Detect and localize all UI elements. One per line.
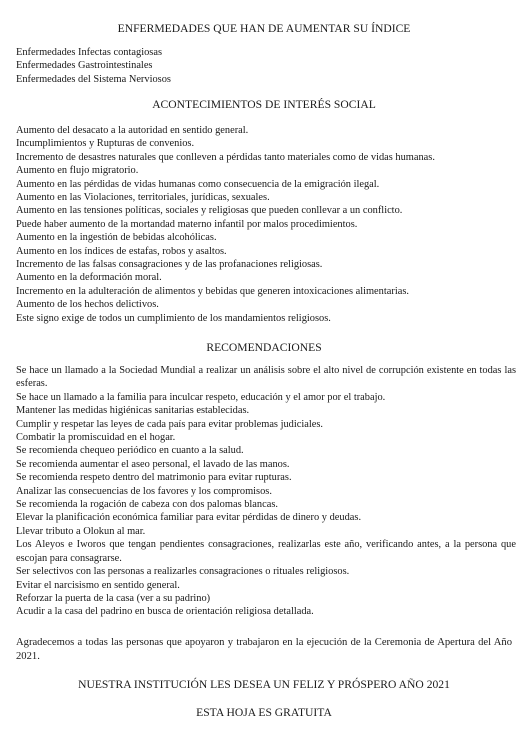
heading-diseases: ENFERMEDADES QUE HAN DE AUMENTAR SU ÍNDICE <box>117 22 411 35</box>
free-sheet-notice: ESTA HOJA ES GRATUITA <box>196 706 332 719</box>
list-item: Aumento en las pérdidas de vidas humanas como consecuencia de la emigración ilegal. <box>16 178 380 190</box>
list-item: Combatir la promiscuidad en el hogar. <box>16 432 176 444</box>
list-item: Reforzar la puerta de la casa (ver a su padrino) <box>16 592 211 604</box>
list-item: Cumplir y respetar las leyes de cada país para evitar problemas judiciales. <box>16 418 323 430</box>
list-item: Analizar las consecuencias de los favores y los compromisos. <box>16 485 272 497</box>
list-item: Incremento en la adulteración de alimentos y bebidas que generen intoxicaciones alimentarias. <box>16 285 409 297</box>
list-item: Los Aleyos e Iworos que tengan pendientes consagraciones, realizarlas este año, verificando antes, a la persona que escojan para consagrarse. <box>16 539 516 564</box>
closing-wish: NUESTRA INSTITUCIÓN LES DESEA UN FELIZ Y PRÓSPERO AÑO 2021 <box>78 678 450 691</box>
list-item: Incremento de desastres naturales que conlleven a pérdidas tanto materiales como de vidas humanas. <box>16 151 435 163</box>
list-item: Se recomienda aumentar el aseo personal, el lavado de las manos. <box>16 458 290 470</box>
list-item: Puede haber aumento de la mortandad materno infantil por malos procedimientos. <box>16 218 358 230</box>
list-item: Se recomienda respeto dentro del matrimonio para evitar rupturas. <box>16 472 292 484</box>
list-item: Enfermedades Infectas contagiosas <box>16 47 162 58</box>
acknowledgement-paragraph: Agradecemos a todas las personas que apoyaron y trabajaron en la ejecución de la Ceremonia de Apertura del Año 2021. <box>16 637 512 662</box>
list-item: Se hace un llamado a la Sociedad Mundial a realizar un análisis sobre el alto nivel de corrupción existente en todas las esferas. <box>16 365 516 390</box>
list-item: Se hace un llamado a la familia para inculcar respeto, educación y el amor por el trabajo. <box>16 391 386 403</box>
list-item: Se recomienda la rogación de cabeza con dos palomas blancas. <box>16 499 278 511</box>
events-list <box>16 124 516 325</box>
list-item: Ser selectivos con las personas a realizarles consagraciones o rituales religiosos. <box>16 566 350 578</box>
list-item: Llevar tributo a Olokun al mar. <box>16 525 146 537</box>
recommendations-list <box>16 364 516 619</box>
list-item: Se recomienda chequeo periódico en cuanto a la salud. <box>16 445 244 457</box>
list-item: Aumento del desacato a la autoridad en sentido general. <box>16 125 249 136</box>
list-item: Incremento de las falsas consagraciones y de las profanaciones religiosas. <box>16 259 323 271</box>
list-item: Mantener las medidas higiénicas sanitarias establecidas. <box>16 405 250 417</box>
list-item: Elevar la planificación económica familiar para evitar pérdidas de dinero y deudas. <box>16 512 362 524</box>
list-item: Aumento en las Violaciones, territoriales, jurídicas, sexuales. <box>16 192 270 204</box>
list-item: Aumento de los hechos delictivos. <box>16 299 159 311</box>
list-item: Enfermedades del Sistema Nerviosos <box>16 73 171 85</box>
list-item: Aumento en las tensiones políticas, sociales y religiosas que pueden conllevar a un conflicto. <box>16 205 403 217</box>
list-item: Acudir a la casa del padrino en busca de orientación religiosa detallada. <box>16 606 314 618</box>
heading-recommendations: RECOMENDACIONES <box>206 341 322 354</box>
heading-events: ACONTECIMIENTOS DE INTERÉS SOCIAL <box>152 98 376 111</box>
list-item: Este signo exige de todos un cumplimiento de los mandamientos religiosos. <box>16 312 331 324</box>
list-item: Aumento en la ingestión de bebidas alcohólicas. <box>16 232 217 244</box>
list-item: Enfermedades Gastrointestinales <box>16 60 153 72</box>
list-item: Incumplimientos y Rupturas de convenios. <box>16 138 195 150</box>
list-item: Aumento en flujo migratorio. <box>16 165 139 177</box>
diseases-list <box>16 46 516 86</box>
list-item: Aumento en la deformación moral. <box>16 272 162 284</box>
list-item: Evitar el narcisismo en sentido general. <box>16 579 180 591</box>
list-item: Aumento en los índices de estafas, robos y asaltos. <box>16 245 227 257</box>
